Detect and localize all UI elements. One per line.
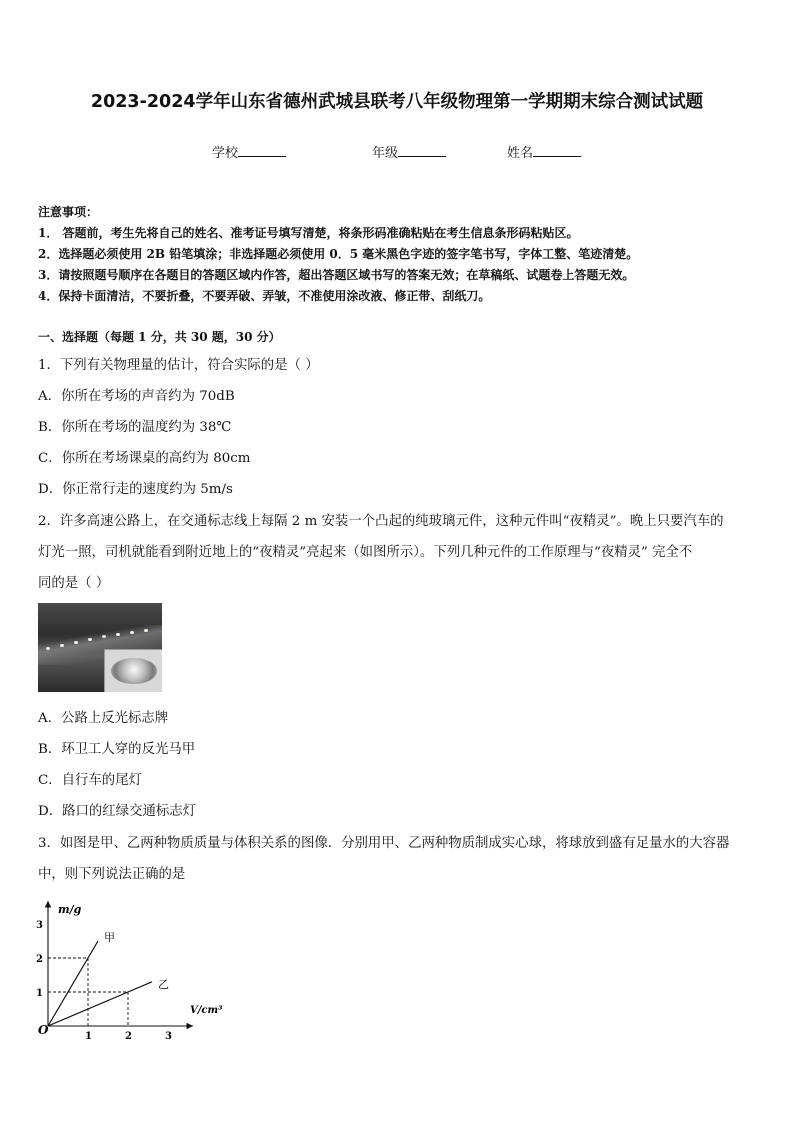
q2-option-b: B．环卫工人穿的反光马甲	[38, 742, 196, 757]
question-3-stem-line: 中，则下列说法正确的是	[38, 867, 186, 882]
name-label: 姓名	[507, 146, 534, 161]
series-lines	[48, 931, 169, 1026]
q1-option-b: B．你所在考场的温度约为 38℃	[38, 420, 232, 435]
q1-option-c: C．你所在考场课桌的高约为 80cm	[38, 451, 251, 466]
grade-label: 年级	[372, 146, 399, 161]
grade-blank	[398, 144, 446, 157]
x-tick-label: 3	[165, 1031, 172, 1042]
x-tick-label: 1	[85, 1031, 92, 1042]
series-label: 乙	[158, 977, 169, 991]
question-3-stem-line: 3．如图是甲、乙两种物质质量与体积关系的图像．分别用甲、乙两种物质制成实心球，将球放到盛有足量水的大容器	[38, 836, 730, 851]
q2-option-a: A．公路上反光标志牌	[38, 711, 169, 726]
note-item: 4．保持卡面清洁，不要折叠，不要弄破、弄皱，不准使用涂改液、修正带、刮纸刀。	[38, 289, 491, 303]
note-item: 3．请按照题号顺序在各题目的答题区域内作答，超出答题区域书写的答案无效；在草稿纸、试题卷上答题无效。	[38, 268, 635, 282]
note-item: 1． 答题前，考生先将自己的姓名、准考证号填写清楚，将条形码准确粘贴在考生信息条形码粘贴区。	[38, 226, 579, 240]
y-tick-label: 3	[36, 920, 43, 931]
y-tick-label: 2	[36, 954, 43, 965]
reflector-light	[74, 641, 78, 644]
question-2-stem-line: 同的是（ ）	[38, 576, 110, 591]
reflector-light	[130, 631, 134, 634]
x-axis-label: V/cm³	[190, 1005, 223, 1016]
reflector-light	[88, 638, 92, 641]
series-label: 甲	[104, 931, 115, 944]
reflector-light	[60, 644, 64, 647]
reflector-closeup	[104, 649, 162, 692]
school-field	[212, 142, 286, 161]
reflector-light	[102, 635, 106, 638]
school-label: 学校	[212, 146, 239, 161]
question-2-stem-line: 2．许多高速公路上，在交通标志线上每隔 2 m 安装一个凸起的纯玻璃元件，这种元件叫“夜精灵”。晚上只要汽车的	[38, 514, 724, 529]
origin-label: O	[38, 1023, 49, 1037]
q2-option-c: C．自行车的尾灯	[38, 773, 142, 788]
question-1-stem: 1．下列有关物理量的估计，符合实际的是（ ）	[38, 358, 319, 373]
guide-lines	[48, 958, 128, 1026]
reflector-light	[116, 633, 120, 636]
q2-option-d: D．路口的红绿交通标志灯	[38, 804, 197, 819]
school-blank	[238, 144, 286, 157]
glass-reflector-disk	[111, 658, 157, 684]
series-line-2	[48, 982, 152, 1026]
series-line-1	[48, 941, 98, 1026]
notes-heading: 注意事项：	[38, 205, 99, 219]
y-tick-label: 1	[36, 988, 43, 999]
reflector-light	[46, 647, 50, 650]
reflector-light	[144, 629, 148, 632]
mass-volume-graph	[28, 893, 238, 1053]
question-2-stem-line: 灯光一照，司机就能看到附近地上的“夜精灵”亮起来（如图所示）。下列几种元件的工作原理与“夜精灵” 完全不	[38, 545, 693, 560]
name-field	[507, 142, 581, 161]
y-axis-label: m/g	[58, 903, 82, 916]
section-heading: 一、选择题（每题 1 分，共 30 题，30 分）	[38, 330, 281, 344]
grade-field	[372, 142, 446, 161]
q1-option-d: D．你正常行走的速度约为 5m/s	[38, 482, 233, 497]
paper-title: 2023-2024学年山东省德州武城县联考八年级物理第一学期期末综合测试试题	[90, 92, 704, 112]
cat-eye-road-photo	[38, 603, 162, 692]
note-item: 2．选择题必须使用 2B 铅笔填涂；非选择题必须使用 0．5 毫米黑色字迹的签字笔书写，字体工整、笔迹清楚。	[38, 247, 639, 261]
x-tick-label: 2	[125, 1031, 132, 1042]
q1-option-a: A．你所在考场的声音约为 70dB	[38, 389, 235, 404]
name-blank	[533, 144, 581, 157]
